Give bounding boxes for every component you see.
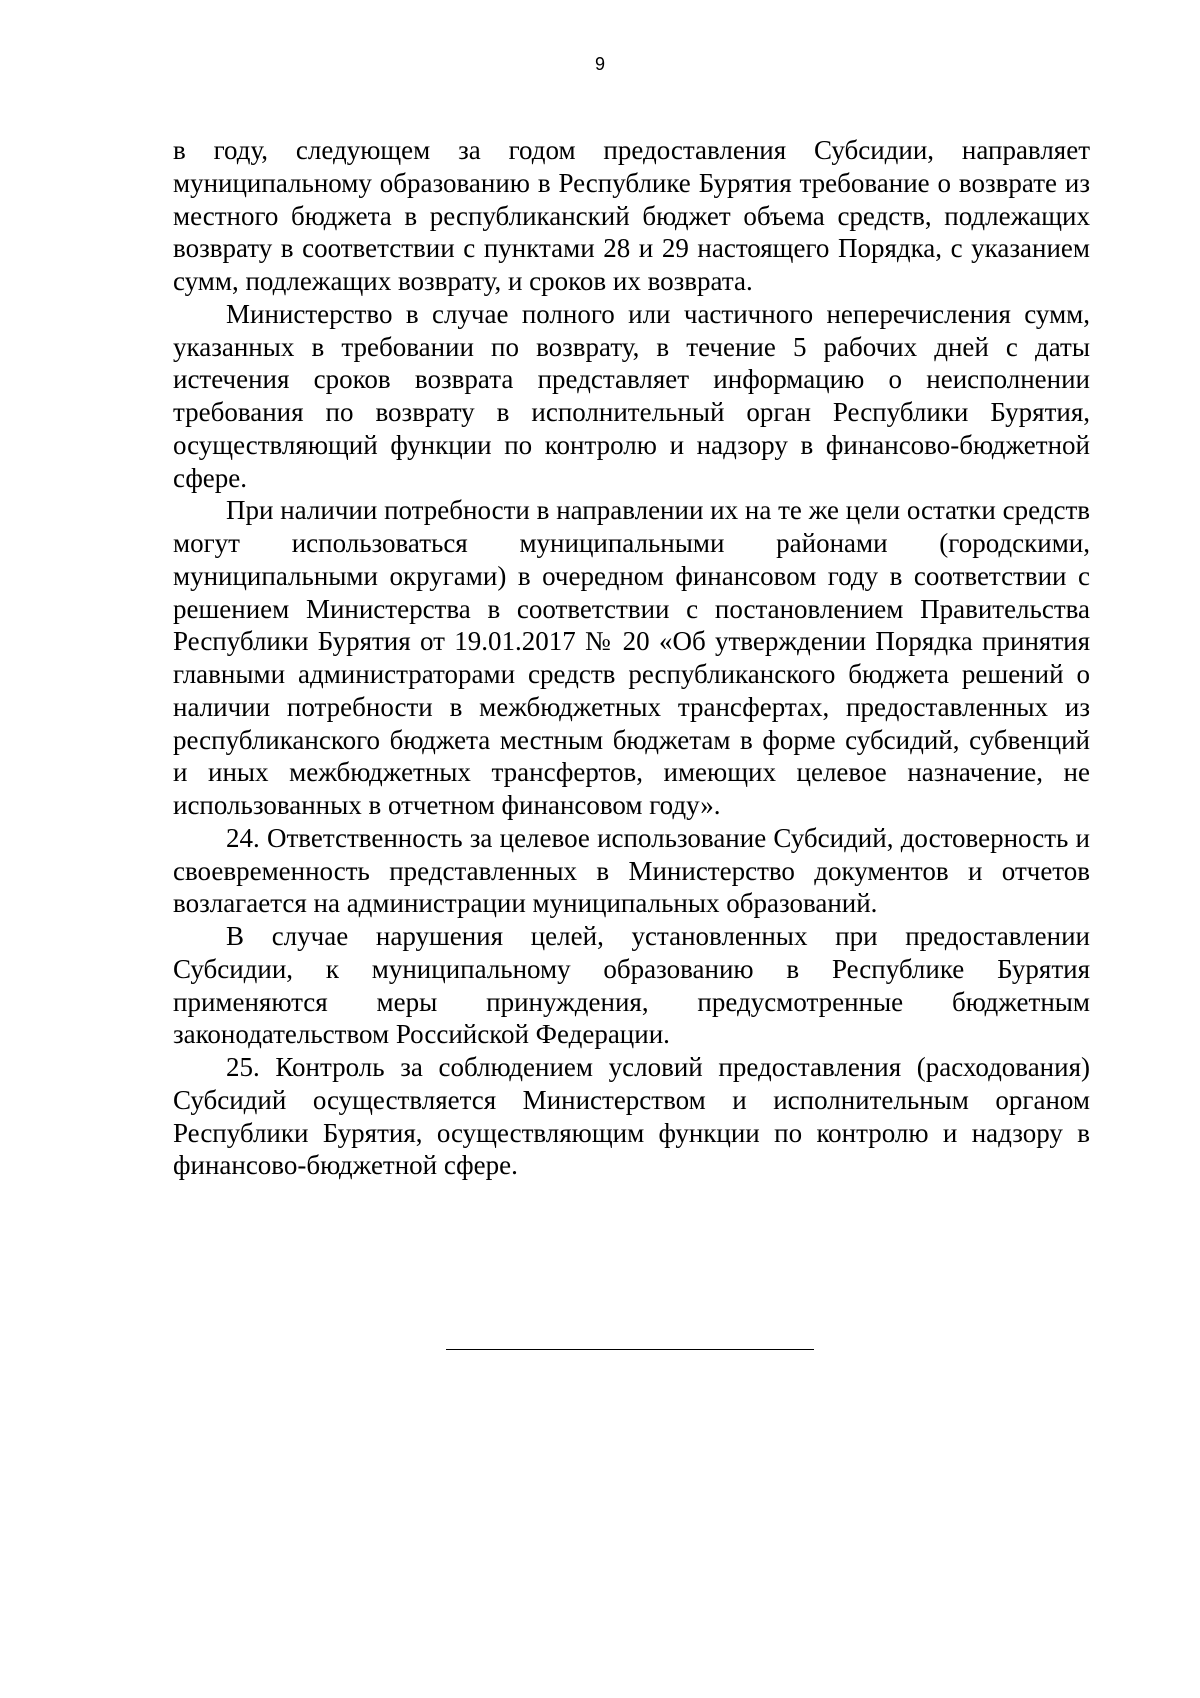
paragraph-item-24: 24. Ответственность за целевое использование Субсидий, достоверность и своевременность представленных в Министерство документов и отчетов возлагается на администрации муниципальных образований.: [173, 822, 1090, 919]
paragraph-ministry-non-transfer: Министерство в случае полного или частичного неперечисления сумм, указанных в требовании по возврату, в течение 5 рабочих дней с даты истечения сроков возврата представляет информацию о неисполнении требования по возврату в исполнительный орган Республики Бурятия, осуществляющий функции по контролю и надзору в финансово-бюджетной сфере.: [173, 298, 1090, 493]
document-body: [173, 134, 1090, 1182]
paragraph-remaining-funds: При наличии потребности в направлении их на те же цели остатки средств могут использоваться муниципальными районами (городскими, муниципальными округами) в очередном финансовом году в соответствии с решением Министерства в соответствии с постановлением Правительства Республики Бурятия от 19.01.2017 № 20 «Об утверждении Порядка принятия главными администраторами средств республиканского бюджета решений о наличии потребности в межбюджетных трансфертах, предоставленных из республиканского бюджета местным бюджетам в форме субсидий, субвенций и иных межбюджетных трансфертов, имеющих целевое назначение, не использованных в отчетном финансовом году».: [173, 495, 1090, 820]
page-number: 9: [594, 54, 605, 74]
end-divider-line: [446, 1349, 814, 1350]
paragraph-item-25: 25. Контроль за соблюдением условий предоставления (расходования) Субсидий осуществляется Министерством и исполнительным органом Республики Бурятия, осуществляющим функции по контролю и надзору в финансово-бюджетной сфере.: [173, 1052, 1090, 1181]
paragraph-return-requirement: в году, следующем за годом предоставления Субсидии, направляет муниципальному образованию в Республике Бурятия требование о возврате из местного бюджета в республиканский бюджет объема средств, подлежащих возврату в соответствии с пунктами 28 и 29 настоящего Порядка, с указанием сумм, подлежащих возврату, и сроков их возврата.: [173, 135, 1090, 296]
paragraph-violation-measures: В случае нарушения целей, установленных при предоставлении Субсидии, к муниципальному образованию в Республике Бурятия применяются меры принуждения, предусмотренные бюджетным законодательством Российской Федерации.: [173, 921, 1090, 1050]
